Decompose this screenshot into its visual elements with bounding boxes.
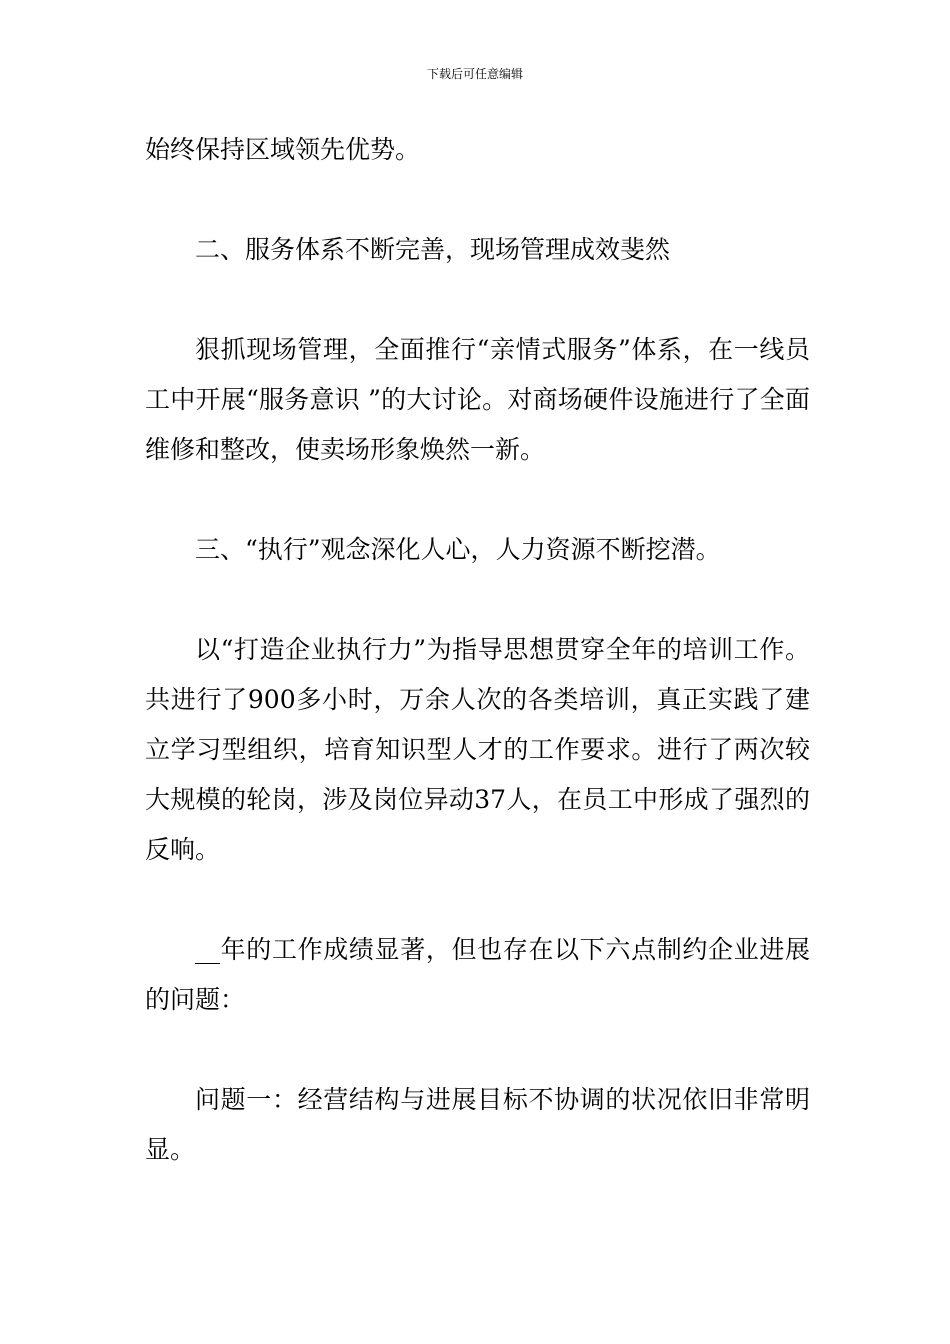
paragraph-training: 以“打造企业执行力”为指导思想贯穿全年的培训工作。共进行了900多小时，万余人次的各类培训，真正实践了建立学习型组织，培育知识型人才的工作要求。进行了两次较大规模的轮岗，涉及岗位异动37人，在员工中形成了强烈的反响。: [145, 635, 810, 864]
paragraph-continuation: 始终保持区域领先优势。: [145, 135, 421, 164]
paragraph-site-management: 狠抓现场管理，全面推行“亲情式服务”体系，在一线员工中开展“服务意识 ”的大讨论。对商场硬件设施进行了全面维修和整改，使卖场形象焕然一新。: [145, 335, 810, 464]
section-heading-service-system: 二、服务体系不断完善，现场管理成效斐然: [195, 235, 671, 264]
page-header: 下载后可任意编辑: [426, 67, 523, 81]
paragraph-problems-intro: __年的工作成绩显著，但也存在以下六点制约企业进展的问题：: [145, 935, 810, 1014]
paragraph-problem-one: 问题一：经营结构与进展目标不协调的状况依旧非常明显。: [145, 1085, 810, 1164]
section-heading-execution: 三、“执行”观念深化人心，人力资源不断挖潜。: [195, 535, 721, 564]
